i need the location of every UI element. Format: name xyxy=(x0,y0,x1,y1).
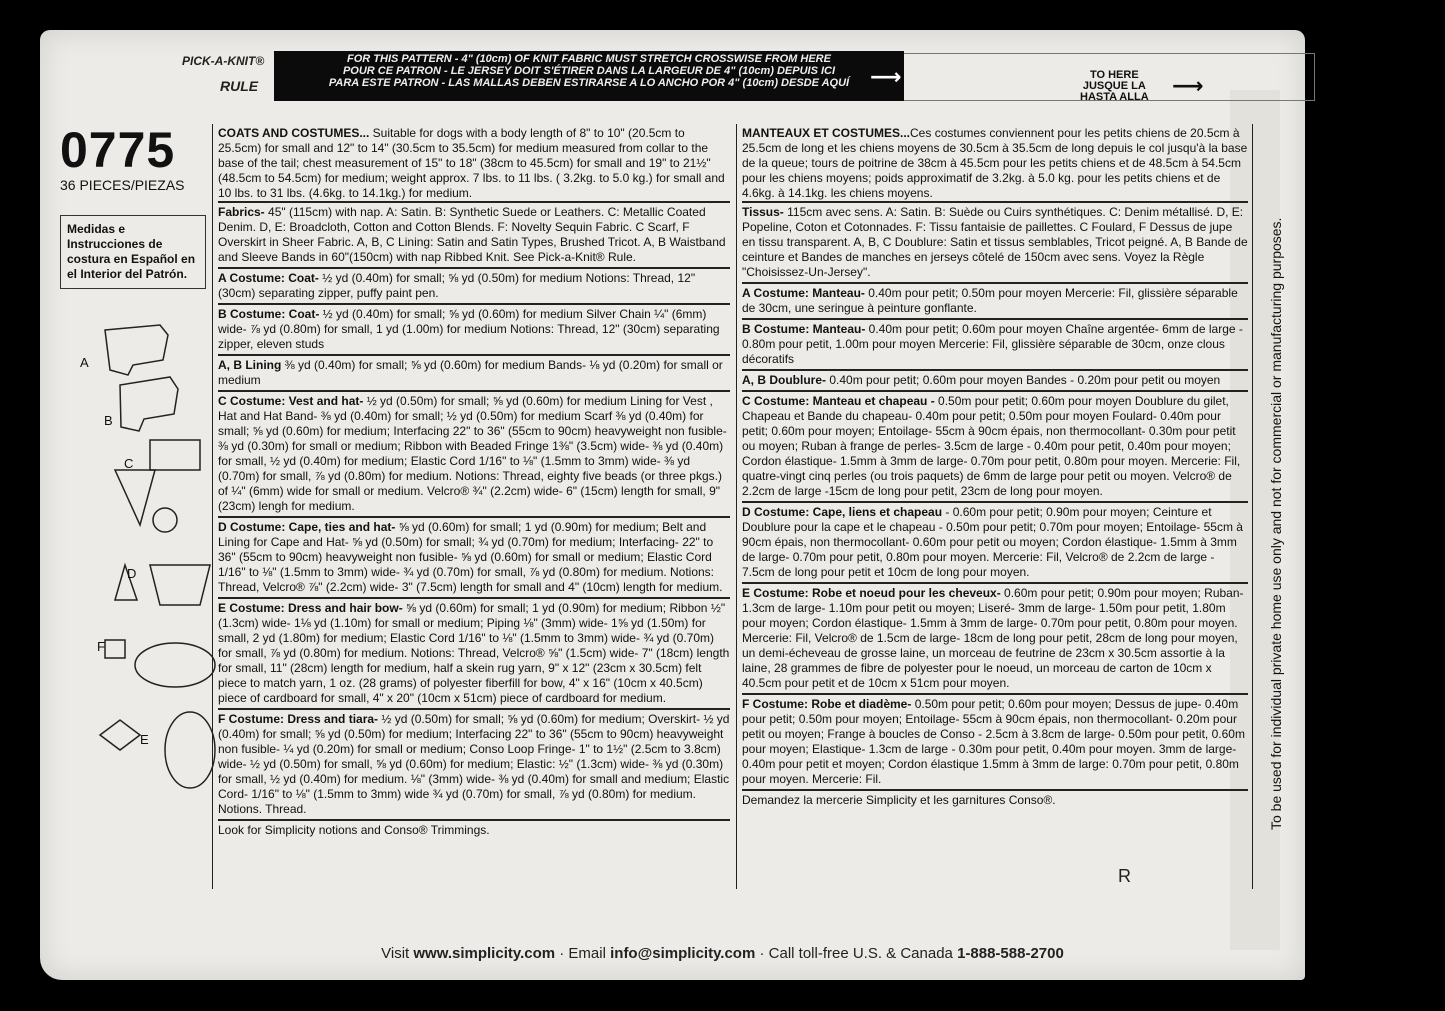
section-heading: COATS AND COSTUMES... xyxy=(218,126,370,140)
section-text: 0.40m pour petit; 0.50m pour moyen Mercerie: Fil, glissière séparable de 30cm, une seringue à peinture gonflante. xyxy=(742,286,1238,315)
english-requirements xyxy=(218,126,730,840)
english-section xyxy=(218,390,730,516)
section-text: 0.40m pour petit; 0.60m pour moyen Chaîne argentée- 6mm de large - 0.80m pour petit, 1.00m pour moyen Mercerie: Fil, glissière séparable de 30cm, onze clous décoratifs xyxy=(742,322,1243,366)
email-link[interactable]: info@simplicity.com xyxy=(610,945,756,962)
costume-c-hat-drawing xyxy=(153,508,177,532)
costume-c-scarf-drawing xyxy=(115,470,155,525)
section-text: 0.50m pour petit; 0.60m pour moyen; Dessus de jupe- 0.40m pour petit; 0.50m pour moyen; Entoilage- 55cm à 90cm épais, non thermocollant- 0.20m pour petit ou moyen; Frange à boucles de Conso - 2.5cm à 3.8cm de large- 0.50m pour petit, 0.60m pour moyen; Elastique- 1.3cm de large - 0.30m pour petit, 0.40m pour moyen. 3mm de large- 0.40m pour petit et moyen; Cordon élastique 1.5mm à 3mm de large: 0.70m pour petit, 0.80m pour moyen. Mercerie: Fil. xyxy=(742,697,1245,786)
pattern-number: 0775 xyxy=(60,122,176,178)
section-text: 0.50m pour petit; 0.60m pour moyen Doublure du gilet, Chapeau et Bande du chapeau- 0.40m pour petit; 0.50m pour moyen Foulard- 0.40m pour petit; 0.60m pour moyen; Entoilage- 55cm à 90cm épais, non thermocollant- 0.30m pour petit ou moyen; Ruban à frange de perles- 3.5cm de large - 0.40m pour petit, 0.40m pour moyen; Cordon élastique- 1.5mm à 3mm de large- 0.70m pour petit, 0.80m pour moyen. Mercerie: Fil, quatre-vingt cinq perles (ou trois paquets) de 6mm de large pour petit ou moyen. Velcro® de 2.2cm de large -15cm de long pour petit, 23cm de long pour moyen. xyxy=(742,394,1241,498)
section-text: Demandez la mercerie Simplicity et les garnitures Conso®. xyxy=(742,793,1056,807)
english-section xyxy=(218,126,730,201)
usage-note-text: To be used for individual private home use only and not for commercial or manufacturing purposes. xyxy=(1268,217,1284,830)
french-section xyxy=(742,282,1248,318)
english-section xyxy=(218,201,730,267)
to-here-label xyxy=(1080,70,1149,103)
stretch-instruction-bar xyxy=(274,51,904,101)
french-section xyxy=(742,789,1248,810)
english-section xyxy=(218,819,730,840)
section-heading: B Costume: Manteau- xyxy=(742,322,866,336)
section-text: 0.60m pour petit; 0.90m pour moyen; Ruban- 1.3cm de large- 1.10m pour petit ou moyen; Liseré- 3mm de large- 1.50m pour petit, 1.80m pour moyen; Cordon élastique- 1.5mm à 3mm de large- 0.70m pour petit, 0.80m pour moyen. Mercerie: Fil, Velcro® de 1.5cm de large- 18cm de long pour petit, 28cm de long pour moyen, un demi-écheveau de grosse laine, un morceau de feutrine de 23cm x 30.5cm assortie à la laine, 28 grammes de fibre de polyester pour le noeud, un morceau de carton de 10cm x 40.5cm pour petit et de 10cm x 51cm pour moyen. xyxy=(742,586,1244,690)
rule-label: RULE xyxy=(220,78,259,94)
section-heading: D Costume: Cape, liens et chapeau xyxy=(742,505,943,519)
section-text: 0.40m pour petit; 0.60m pour moyen Bandes - 0.20m pour petit ou moyen xyxy=(826,373,1221,387)
label-f: F xyxy=(97,639,105,654)
footer-call: · Call toll-free U.S. & Canada xyxy=(755,945,958,962)
label-d: D xyxy=(127,566,137,581)
column-divider-left xyxy=(212,124,213,889)
pieces-count: 36 PIECES/PIEZAS xyxy=(60,177,185,193)
section-text: ⅝ yd (0.60m) for small; 1 yd (0.90m) for medium; Belt and Lining for Cape and Hat- ⅝ yd (0.50m) for small; ¾ yd (0.70m) for medium; Interfacing- 22" to 36" (55cm to 90cm) heavyweight non fusible- ⅝ yd (0.60m) for small or medium; Elastic Cord 1/16" to ⅛" (1.5mm to 3mm) wide- ¾ yd (0.70m) for small, ⅞ yd (0.80m) for medium. Notions: Thread, Velcro® ⅞" (2.2cm) wide- 3" (7.5cm) length for small and 4" (10cm) length for medium. xyxy=(218,520,723,594)
costume-d-cape-drawing xyxy=(150,565,210,605)
section-heading: C Costume: Vest and hat- xyxy=(218,394,364,408)
section-text: Suitable for dogs with a body length of 8" to 10" (20.5cm to 25.5cm) for small and 12" to 14" (30.5cm to 35.5cm) for medium measured from collar to the base of the tail; chest measurement of 15" to 18" (38cm to 45.5cm) for small and 19" to 21½" (48.5cm to 54.5cm) for medium; weight approx. 7 lbs. to 11 lbs. ( 3.2kg. to 5.0 kg.) for small and 10 lbs. to 31 lbs. (4.6kg. to 14.1kg.) for medium. xyxy=(218,126,725,200)
costume-illustrations xyxy=(90,310,220,790)
spanish-instructions-note: Medidas e Instrucciones de costura en Español en el Interior del Patrón. xyxy=(60,215,206,289)
section-heading: D Costume: Cape, ties and hat- xyxy=(218,520,396,534)
section-heading: E Costume: Dress and hair bow- xyxy=(218,601,403,615)
section-heading: B Costume: Coat- xyxy=(218,307,320,321)
english-section xyxy=(218,597,730,708)
english-section xyxy=(218,267,730,303)
english-section xyxy=(218,354,730,390)
section-text: ½ yd (0.40m) for small; ⅝ yd (0.60m) for medium Silver Chain ¼" (6mm) wide- ⅞ yd (0.80m) for small, 1 yd (1.00m) for medium Notions: Thread, 12" (30cm) separating zipper, eleven studs xyxy=(218,307,720,351)
section-text: ½ yd (0.50m) for small; ⅝ yd (0.60m) for medium; Overskirt- ½ yd (0.40m) for small; ⅝ yd (0.50m) for medium; Interfacing 22" to 36" (55cm to 90cm) heavyweight non fusible- ¼ yd (0.20m) for small or medium; Conso Loop Fringe- 1" to 1½" (2.5cm to 3.8cm) wide- ½ yd (0.50m) for small, ⅝ yd (0.60m) for medium; Elastic: ½" (1.3cm) wide- ⅜ yd (0.30m) for small, ½ yd (0.40m) for medium. ⅛" (3mm) wide- ⅜ yd (0.40m) for small and medium; Elastic Cord- 1/16" to ⅛" (1.5mm to 3mm) wide ¾ yd (0.70m) for small, ⅞ yd (0.80m) for medium. Notions. Thread. xyxy=(218,712,730,816)
usage-note xyxy=(1268,190,1282,830)
costume-f-tiara-drawing xyxy=(105,640,125,658)
french-requirements xyxy=(742,126,1248,810)
french-section xyxy=(742,201,1248,282)
arrow-right-icon: ⟶ xyxy=(1172,74,1204,99)
stretch-line-en: FOR THIS PATTERN - 4" (10cm) OF KNIT FABRIC MUST STRETCH CROSSWISE FROM HERE xyxy=(347,53,831,65)
arrow-right-icon: ⟶ xyxy=(870,65,902,90)
section-text: 45" (115cm) with nap. A: Satin. B: Synthetic Suede or Leathers. C: Metallic Coated Denim. D, E: Broadcloth, Cotton and Cotton Blends. F: Novelty Sequin Fabric. C Scarf, F Overskirt in Sheer Fabric. A, B, C Lining: Satin and Satin Types, Brushed Tricot. A, B Waistband and Sleeve Bands in 60"(150cm) with nap Ribbed Knit. See Pick-a-Knit® Rule. xyxy=(218,205,726,264)
section-heading: A Costume: Manteau- xyxy=(742,286,865,300)
french-section xyxy=(742,693,1248,789)
phone-number: 1-888-588-2700 xyxy=(957,945,1064,962)
section-heading: A, B Lining xyxy=(218,358,282,372)
section-text: ½ yd (0.40m) for small; ⅝ yd (0.50m) for medium Notions: Thread, 12" (30cm) separating zipper, puffy paint pen. xyxy=(218,271,696,300)
column-divider-right xyxy=(1252,124,1253,889)
section-text: Ces costumes conviennent pour les petits chiens de 20.5cm à 25.5cm de long et les chiens moyens de 30.5cm à 35.5cm de long depuis le col jusqu'à la base de la queue; tours de poitrine de 38cm à 45.5cm pour les petits chiens et de 48.5cm à 54.5cm pour les chiens moyens; poids approximatif de 3.2kg. à 5.0 kg. pour les petits chiens et de 4.6kg. à 14.1kg. les chiens moyens. xyxy=(742,126,1248,200)
section-heading: E Costume: Robe et noeud pour les cheveux- xyxy=(742,586,1001,600)
section-heading: C Costume: Manteau et chapeau - xyxy=(742,394,935,408)
pick-a-knit-label: PICK-A-KNIT® xyxy=(182,54,265,68)
to-here-en: TO HERE xyxy=(1089,69,1139,81)
stretch-line-es: PARA ESTE PATRON - LAS MALLAS DEBEN ESTIRARSE A LO ANCHO POR 4" (10cm) DESDE AQUÍ xyxy=(328,77,850,89)
footer-visit: Visit xyxy=(381,945,414,962)
section-text: 115cm avec sens. A: Satin. B: Suède ou Cuirs synthétiques. C: Denim métallisé. D, E: Popeline, Coton et Cotonnades. F: Tissu fantaisie de paillettes. C Foulard, F Dessus de jupe en tissu transparent. A, B, C Doublure: Satin et tissus semblables, Tricot peigné. A, B Bande de ceinture et Bandes de manches en jerseys côtelé de 150cm avec sens. Voyez la Règle "Choisissez-Un-Jersey". xyxy=(742,205,1248,279)
section-heading: MANTEAUX ET COSTUMES... xyxy=(742,126,911,140)
label-a: A xyxy=(80,355,89,370)
costume-a-drawing xyxy=(105,325,168,375)
r-mark: R xyxy=(1118,866,1131,886)
section-text: ½ yd (0.50m) for small; ⅝ yd (0.60m) for medium Lining for Vest , Hat and Hat Band- ⅜ yd (0.40m) for small; ½ yd (0.50m) for medium Scarf ⅜ yd (0.40m) for small; ⅝ yd (0.60m) for medium; Interfacing 22" to 36" (55cm to 90cm) heavyweight non fusible- ⅜ yd (0.30m) for small or medium; Ribbon with Beaded Fringe 1⅜" (3.5cm) wide- ⅜ yd (0.40m) for small, ½ yd (0.40m) for medium; Elastic Cord 1/16" to ⅛" (1.5mm to 3mm) wide- ⅜ yd (0.70m) for small, ⅞ yd (0.80m) for medium. Notions: Thread, eighty five beads (or three pkgs.) of ¼" (6mm) wide for small or medium. Velcro® ¾" (2.2cm) wide- 6" (15cm) length for small, 9" (23cm) lengh for medium. xyxy=(218,394,727,513)
section-text: ⅜ yd (0.40m) for small; ⅝ yd (0.60m) for medium Bands- ⅛ yd (0.20m) for small or medium xyxy=(218,358,723,387)
section-text: Look for Simplicity notions and Conso® Trimmings. xyxy=(218,823,490,837)
label-c: C xyxy=(124,456,134,471)
pick-a-knit-rule xyxy=(170,48,1320,108)
costume-e-bow-drawing xyxy=(100,720,140,750)
section-heading: Fabrics- xyxy=(218,205,265,219)
french-section xyxy=(742,126,1248,201)
pattern-info xyxy=(60,122,210,289)
section-heading: F Costume: Robe et diadème- xyxy=(742,697,912,711)
section-heading: F Costume: Dress and tiara- xyxy=(218,712,379,726)
stretch-line-fr: POUR CE PATRON - LE JERSEY DOIT S'ÉTIRER DANS LA LARGEUR DE 4" (10cm) DEPUIS ICI xyxy=(342,65,836,77)
french-section xyxy=(742,369,1248,390)
costume-e-dress-drawing xyxy=(165,712,215,788)
french-section xyxy=(742,582,1248,693)
section-text: ⅝ yd (0.60m) for small; 1 yd (0.90m) for medium; Ribbon ½" (1.3cm) wide- 1⅛ yd (1.10m) for small or medium; Piping ⅛" (3mm) wide- 1⅝ yd (1.50m) for small, 2 yd (1.80m) for medium; Elastic Cord 1/16" to ⅛" (1.5mm to 3mm) wide- ¾ yd (0.70m) for small, ⅞ yd (0.80m) for medium. Notions: Thread, Velcro® ⅝" (1.5cm) wide- 7" (18cm) length for small, 11" (28cm) length for medium, half a skein rug yarn, 9" x 12" (23cm x 30.5cm) felt piece to match yarn, 1 oz. (28 grams) of polyester fiberfill for bow, 4" x 16" (10cm x 40.5cm) piece of cardboard for small, 4" x 20" (10cm x 51cm) piece of cardboard for medium. xyxy=(218,601,730,705)
section-heading: A Costume: Coat- xyxy=(218,271,319,285)
to-here-es: HASTA ALLA xyxy=(1080,91,1149,103)
english-section xyxy=(218,708,730,819)
costume-b-drawing xyxy=(120,377,178,431)
footer-email-label: · Email xyxy=(555,945,611,962)
footer-contact xyxy=(0,945,1445,962)
french-section xyxy=(742,501,1248,582)
website-link[interactable]: www.simplicity.com xyxy=(413,945,556,962)
section-heading: A, B Doublure- xyxy=(742,373,826,387)
costume-c-vest-drawing xyxy=(150,440,200,470)
english-section xyxy=(218,303,730,354)
to-here-fr: JUSQUE LA xyxy=(1082,80,1146,92)
french-section xyxy=(742,390,1248,501)
section-heading: Tissus- xyxy=(742,205,784,219)
costume-f-dress-drawing xyxy=(135,643,215,687)
section-text: - 0.60m pour petit; 0.90m pour moyen; Ceinture et Doublure pour la cape et le chapeau - 0.50m pour petit; 0.70m pour moyen; Entoilage- 55cm à 90cm épais, non thermocollant- 0.60m pour petit ou moyen; Cordon élastique- 1.5mm à 3mm de large- 0.70m pour petit, 0.80m pour moyen. Mercerie: Fil, Velcro® de 2.2cm de large - 7.5cm de long pour petit et 10cm de long pour moyen. xyxy=(742,505,1243,579)
french-section xyxy=(742,318,1248,369)
english-section xyxy=(218,516,730,597)
label-b: B xyxy=(104,413,113,428)
label-e: E xyxy=(140,732,149,747)
column-divider-middle xyxy=(736,124,737,889)
